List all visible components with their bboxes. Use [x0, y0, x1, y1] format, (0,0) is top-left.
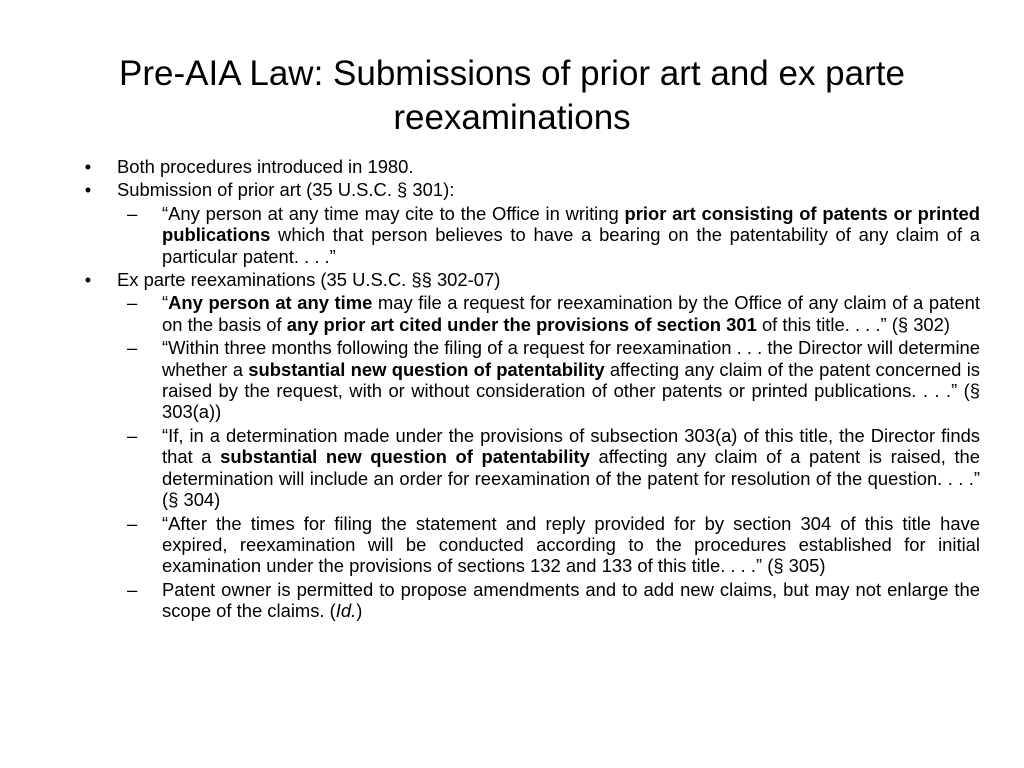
bullet-text: Submission of prior art (35 U.S.C. § 301):	[117, 179, 455, 201]
emphasis-text: substantial new question of patentability	[248, 358, 605, 380]
dash-marker: –	[127, 292, 138, 314]
sub-bullet-item	[78, 203, 980, 267]
emphasis-text: prior art consisting of patents or printed publications	[162, 202, 980, 246]
dash-marker: –	[127, 578, 138, 600]
emphasis-text: Any person at any time	[168, 292, 373, 314]
slide-title: Pre-AIA Law: Submissions of prior art and ex parte reexaminations	[119, 54, 905, 137]
sub-bullet-item	[78, 579, 980, 622]
quote-text: affecting any claim of a patent is raised, the determination will include an order for reexamination of the patent for resolution of the question. . . .” (§ 304)	[162, 446, 981, 511]
quote-text: “Any person at any time may cite to the Office in writing	[162, 202, 625, 224]
bullet-item	[78, 156, 980, 177]
bullet-marker: •	[84, 156, 92, 177]
quote-text: may file a request for reexamination by the Office of any claim of a patent on the basis of	[162, 292, 980, 335]
bullet-text: Ex parte reexaminations (35 U.S.C. §§ 302-07)	[117, 269, 501, 291]
slide-body	[78, 156, 980, 624]
bullet-text: Both procedures introduced in 1980.	[117, 156, 414, 177]
sub-bullet-item	[78, 292, 980, 335]
citation-italic: Id.	[335, 600, 357, 622]
sub-bullet-item	[78, 337, 980, 423]
quote-text: of this title. . . .” (§ 302)	[756, 313, 951, 335]
dash-marker: –	[127, 337, 138, 359]
bullet-marker: •	[84, 179, 92, 201]
dash-marker: –	[127, 424, 138, 446]
quote-text: which that person believes to have a bearing on the patentability of any claim of a particular patent. . . .”	[162, 224, 980, 267]
bullet-item	[78, 269, 980, 290]
sub-bullet-item	[78, 513, 980, 577]
dash-marker: –	[127, 512, 138, 534]
quote-text: “	[162, 292, 169, 314]
quote-text: “Within three months following the filing of a request for reexamination . . . the Director will determine whether a	[162, 337, 980, 380]
emphasis-text: substantial new question of patentability	[220, 446, 590, 468]
sub-bullet-item	[78, 425, 980, 511]
bullet-item	[78, 179, 980, 200]
dash-marker: –	[127, 202, 138, 224]
quote-text: “If, in a determination made under the provisions of subsection 303(a) of this title, the Director finds that a	[162, 424, 980, 468]
quote-text: Patent owner is permitted to propose amendments and to add new claims, but may not enlarge the scope of the claims. (	[162, 578, 980, 622]
quote-text: )	[356, 600, 363, 622]
emphasis-text: any prior art cited under the provisions of section 301	[286, 313, 757, 335]
bullet-marker: •	[84, 269, 92, 291]
quote-text: “After the times for filing the statement and reply provided for by section 304 of this title have expired, reexamination will be conducted according to the procedures established for initial examination under the provisions of sections 132 and 133 of this title. . . .” (§ 305)	[162, 512, 980, 577]
quote-text: affecting any claim of the patent concerned is raised by the request, with or without consideration of other patents or printed publications. . . .” (§ 303(a))	[162, 358, 980, 423]
